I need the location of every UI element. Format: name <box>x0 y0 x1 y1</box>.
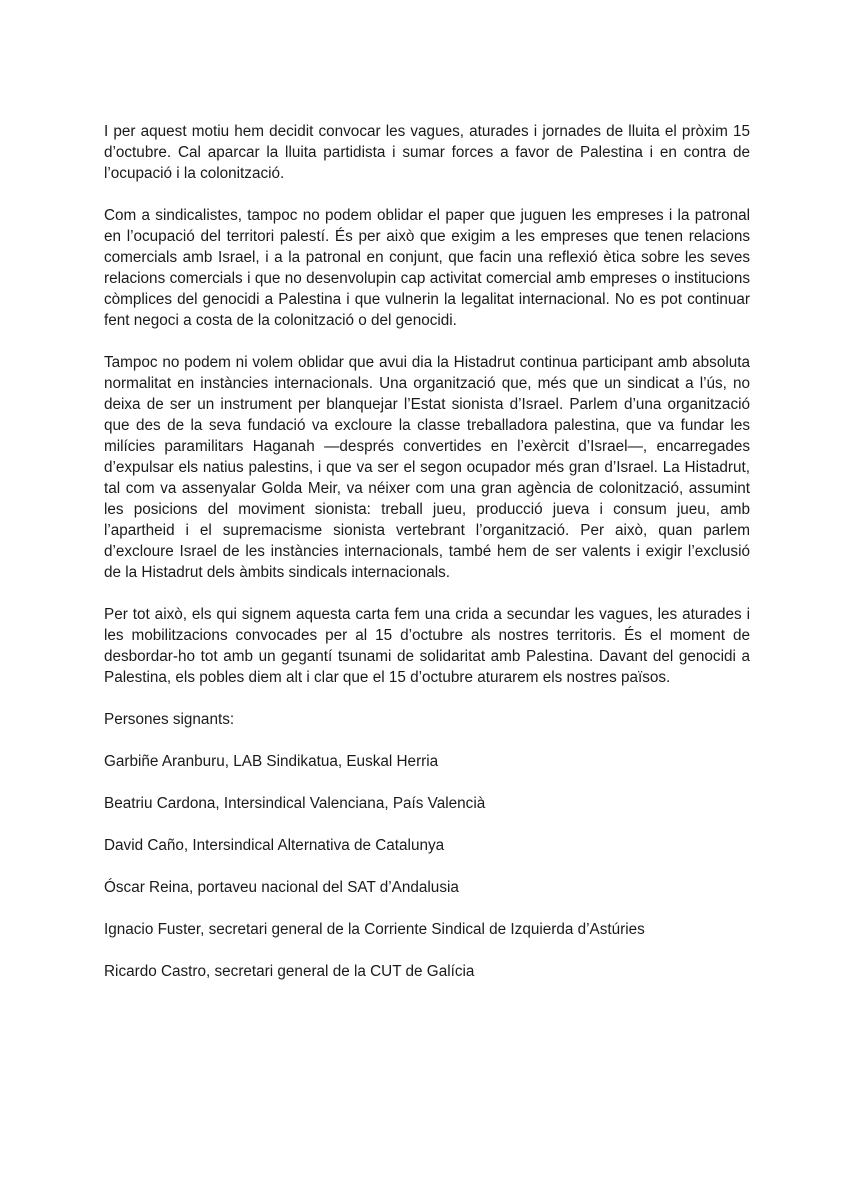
signatory-item: Ignacio Fuster, secretari general de la Corriente Sindical de Izquierda d’Astúries <box>104 921 645 938</box>
document-page <box>104 121 750 1003</box>
signatory-item: David Caño, Intersindical Alternativa de Catalunya <box>104 837 445 854</box>
paragraph-strike-call: I per aquest motiu hem decidit convocar les vagues, aturades i jornades de lluita el pròxim 15 d’octubre. Cal aparcar la lluita partidista i sumar forces a favor de Palestina i en contra de l’ocupació i la colonització. <box>104 123 750 182</box>
signatory-item: Óscar Reina, portaveu nacional del SAT d’Andalusia <box>104 879 459 896</box>
paragraph-companies: Com a sindicalistes, tampoc no podem oblidar el paper que juguen les empreses i la patronal en l’ocupació del territori palestí. És per això que exigim a les empreses que tenen relacions comercials amb Israel, i a la patronal en conjunt, que facin una reflexió ètica sobre les seves relacions comercials i que no desenvolupin cap activitat comercial amb empreses o institucions còmplices del genocidi a Palestina i que vulnerin la legalitat internacional. No es pot continuar fent negoci a costa de la colonització o del genocidi. <box>104 207 750 329</box>
signatories-heading: Persones signants: <box>104 711 235 728</box>
paragraph-histadrut: Tampoc no podem ni volem oblidar que avui dia la Histadrut continua participant amb absoluta normalitat en instàncies internacionals. Una organització que, més que un sindicat a l’ús, no deixa de ser un instrument per blanquejar l’Estat sionista d’Israel. Parlem d’una organització que des de la seva fundació va excloure la classe treballadora palestina, que va fundar les milícies paramilitars Haganah —després convertides en l’exèrcit d’Israel—, encarregades d’expulsar els natius palestins, i que va ser el segon ocupador més gran d’Israel. La Histadrut, tal com va assenyalar Golda Meir, va néixer com una gran agència de colonització, assumint les posicions del moviment sionista: treball jueu, producció jueva i consum jueu, amb l’apartheid i el supremacisme sionista vertebrant l’organització. Per això, quan parlem d’excloure Israel de les instàncies internacionals, també hem de ser valents i exigir l’exclusió de la Histadrut dels àmbits sindicals internacionals. <box>104 354 750 581</box>
signatory-item: Ricardo Castro, secretari general de la CUT de Galícia <box>104 963 475 980</box>
signatory-item: Garbiñe Aranburu, LAB Sindikatua, Euskal Herria <box>104 753 439 770</box>
signatory-item: Beatriu Cardona, Intersindical Valenciana, País Valencià <box>104 795 486 812</box>
paragraph-call-to-action: Per tot això, els qui signem aquesta carta fem una crida a secundar les vagues, les aturades i les mobilitzacions convocades per al 15 d’octubre als nostres territoris. És el moment de desbordar-ho tot amb un gegantí tsunami de solidaritat amb Palestina. Davant del genocidi a Palestina, els pobles diem alt i clar que el 15 d’octubre aturarem els nostres països. <box>104 606 750 686</box>
